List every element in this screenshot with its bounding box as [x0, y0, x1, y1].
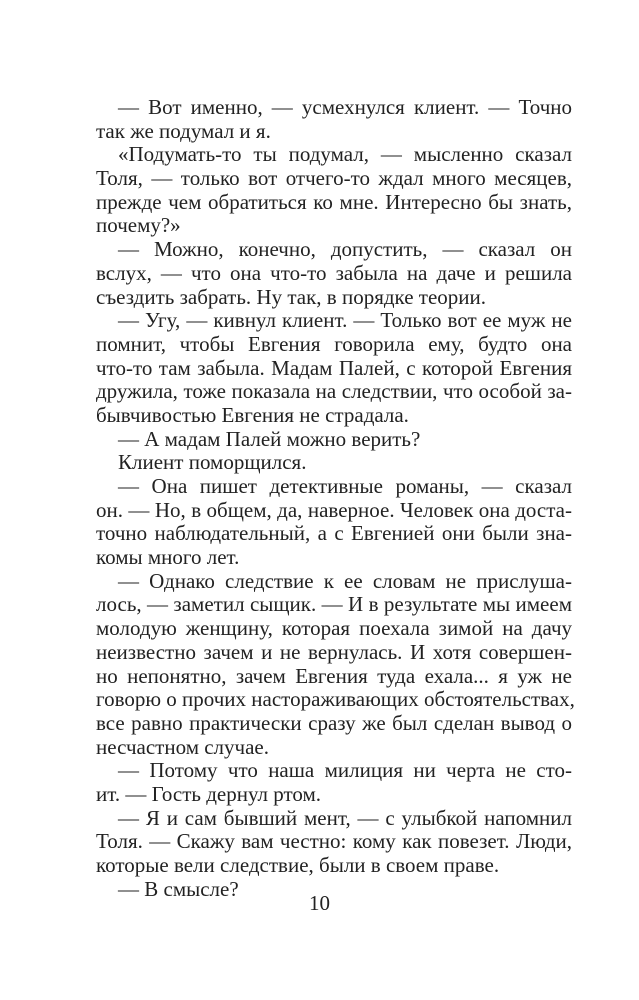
text-line: — Вот именно, — усмехнулся клиент. — Точно: [118, 95, 572, 119]
text-line: — Можно, конечно, допустить, — сказал он: [118, 237, 572, 262]
text-line: вслух, — что она что-то забыла на даче и решила: [96, 260, 572, 285]
page-number: 10: [309, 891, 330, 915]
text-line: помнит, чтобы Евгения говорила ему, будто она: [96, 331, 572, 356]
text-line: которые вели следствие, были в своем праве.: [96, 853, 500, 877]
paragraph: [96, 428, 572, 452]
text-line: ит. — Гость дернул ртом.: [96, 781, 322, 806]
text-line: лось, — заметил сыщик. — И в результате мы имеем: [96, 592, 572, 617]
text-line: Толя. — Скажу вам честно: кому как повезет. Люди,: [96, 829, 572, 854]
paragraph: [96, 238, 572, 309]
paragraph: [96, 309, 572, 427]
text-line: молодую женщину, которая поехала зимой на дачу: [96, 616, 572, 641]
text-line: точно наблюдательный, а с Евгенией они были зна-: [96, 521, 572, 546]
text-line: прежде чем обратиться ко мне. Интересно бы знать,: [96, 189, 572, 214]
text-line: Толя, — только вот отчего-то ждал много месяцев,: [96, 166, 572, 191]
text-line: несчастном случае.: [96, 734, 269, 759]
text-line: — Она пишет детективные романы, — сказал: [118, 474, 572, 498]
text-line: но непонятно, зачем Евгения туда ехала... я уж не: [96, 663, 572, 688]
text-line: «Подумать-то ты подумал, — мысленно сказал: [118, 142, 572, 167]
paragraph: [96, 451, 572, 475]
text-line: так же подумал и я.: [96, 118, 271, 143]
text-line: все равно практически сразу же был сделан вывод о: [96, 710, 572, 735]
text-line: бывчивостью Евгения не страдала.: [96, 402, 409, 427]
text-line: почему?»: [96, 213, 181, 238]
paragraph: [96, 475, 572, 570]
paragraph: [96, 143, 572, 238]
text-line: Клиент поморщился.: [118, 450, 307, 475]
text-line: он. — Но, в общем, да, наверное. Человек она доста-: [96, 497, 572, 522]
paragraph: [96, 96, 572, 143]
text-line: — Я и сам бывший мент, — с улыбкой напомнил: [118, 805, 572, 830]
page-body: [96, 95, 575, 901]
text-line: комы много лет.: [96, 545, 240, 570]
paragraph: [96, 568, 575, 760]
text-line: — Угу, — кивнул клиент. — Только вот ее муж не: [118, 308, 572, 333]
text-line: неизвестно зачем и не вернулась. И хотя совершен-: [96, 639, 572, 664]
text-line: съездить забрать. Ну так, в порядке теории.: [96, 284, 487, 309]
text-line: — Однако следствие к ее словам не прислуша-: [118, 568, 572, 593]
text-line: — Потому что наша милиция ни черта не сто-: [118, 758, 572, 783]
text-line: — А мадам Палей можно верить?: [118, 426, 421, 451]
paragraph: [96, 807, 572, 878]
paragraph: [96, 759, 572, 806]
text-line: говорю о прочих настораживающих обстоятельствах,: [96, 687, 575, 712]
text-line: что-то там забыла. Мадам Палей, с которой Евгения: [96, 355, 572, 380]
text-line: — В смысле?: [118, 876, 239, 901]
text-line: дружила, тоже показала на следствии, что особой за-: [96, 379, 572, 404]
